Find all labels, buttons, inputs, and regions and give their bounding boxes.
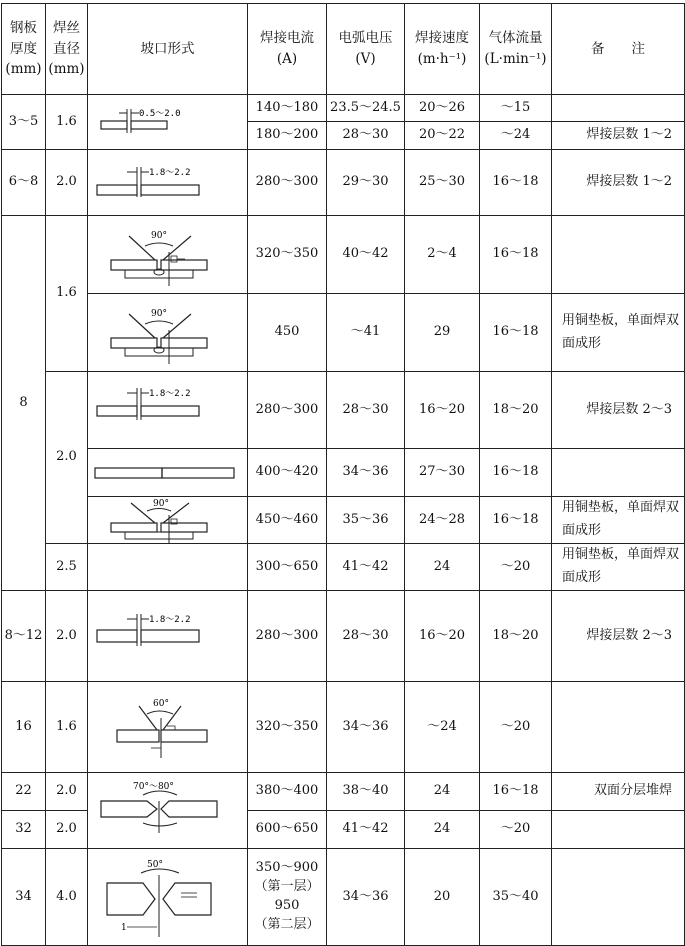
cell-speed: 25～30 bbox=[405, 150, 480, 216]
angle-label: 90° bbox=[150, 308, 167, 319]
table-row bbox=[2, 216, 685, 294]
cell-current: 450 bbox=[248, 294, 327, 372]
header-speed: 焊接速度 (m·h⁻¹) bbox=[405, 4, 480, 95]
cell-groove bbox=[88, 150, 248, 216]
cell-gas: ～20 bbox=[480, 544, 552, 591]
cell-groove bbox=[88, 591, 248, 682]
cell-note: 焊接层数 2～3 bbox=[552, 372, 685, 449]
cell-wire: 2.0 bbox=[46, 372, 88, 544]
cell-voltage: 28～30 bbox=[327, 591, 405, 682]
cell-gas: 16～18 bbox=[480, 150, 552, 216]
cell-current: 350～900 （第一层） 950 （第二层） bbox=[248, 849, 327, 946]
cell-current: 280～300 bbox=[248, 372, 327, 449]
x-groove-diagram bbox=[89, 777, 247, 845]
gap-label: 1.8～2.2 bbox=[148, 389, 191, 399]
cell-groove bbox=[88, 372, 248, 449]
cell-thickness: 8 bbox=[2, 216, 46, 591]
cell-note bbox=[552, 849, 685, 946]
cell-thickness: 16 bbox=[2, 682, 46, 773]
double-v-groove-diagram bbox=[89, 853, 247, 941]
root-face-label: 1 bbox=[120, 923, 127, 933]
cell-note: 双面分层堆焊 bbox=[552, 773, 685, 811]
cell-voltage: 23.5～24.5 bbox=[327, 95, 405, 122]
cell-note bbox=[552, 449, 685, 497]
table-row bbox=[2, 682, 685, 773]
cell-voltage: 40～42 bbox=[327, 216, 405, 294]
cell-speed: 20 bbox=[405, 849, 480, 946]
cell-groove-empty bbox=[88, 544, 248, 591]
cell-current: 450～460 bbox=[248, 497, 327, 544]
cell-voltage: 38～40 bbox=[327, 773, 405, 811]
cell-voltage: 28～30 bbox=[327, 372, 405, 449]
cell-current: 140～180 bbox=[248, 95, 327, 122]
cell-groove bbox=[88, 849, 248, 946]
welding-parameter-table bbox=[1, 3, 685, 946]
header-gas-flow: 气体流量 (L·min⁻¹) bbox=[480, 4, 552, 95]
cell-note: 焊接层数 1～2 bbox=[552, 122, 685, 150]
cell-current: 380～400 bbox=[248, 773, 327, 811]
cell-groove bbox=[88, 682, 248, 773]
cell-gas: ～24 bbox=[480, 122, 552, 150]
cell-groove bbox=[88, 449, 248, 497]
cell-gas: ～20 bbox=[480, 682, 552, 773]
angle-label: 50° bbox=[146, 860, 163, 870]
cell-wire: 2.0 bbox=[46, 773, 88, 811]
cell-voltage: 41～42 bbox=[327, 544, 405, 591]
cell-note bbox=[552, 216, 685, 294]
cell-thickness: 3～5 bbox=[2, 95, 46, 150]
cell-wire: 2.0 bbox=[46, 591, 88, 682]
cell-current: 280～300 bbox=[248, 591, 327, 682]
cell-current: 180～200 bbox=[248, 122, 327, 150]
cell-wire: 1.6 bbox=[46, 216, 88, 372]
cell-thickness: 8～12 bbox=[2, 591, 46, 682]
cell-wire: 1.6 bbox=[46, 682, 88, 773]
cell-speed: 16～20 bbox=[405, 372, 480, 449]
cell-voltage: 41～42 bbox=[327, 811, 405, 849]
header-row bbox=[2, 4, 685, 95]
v-groove-diagram bbox=[89, 497, 247, 543]
cell-wire: 2.5 bbox=[46, 544, 88, 591]
v-groove-60-diagram bbox=[89, 692, 247, 762]
cell-gas: 16～18 bbox=[480, 294, 552, 372]
cell-gas: 16～18 bbox=[480, 773, 552, 811]
cell-note: 焊接层数 1～2 bbox=[552, 150, 685, 216]
cell-gas: ～15 bbox=[480, 95, 552, 122]
angle-label: 70°～80° bbox=[132, 781, 174, 792]
cell-groove bbox=[88, 294, 248, 372]
cell-thickness: 32 bbox=[2, 811, 46, 849]
cell-note: 用铜垫板，单面焊双面成形 bbox=[552, 544, 685, 591]
header-note: 备 注 bbox=[552, 4, 685, 95]
cell-current: 600～650 bbox=[248, 811, 327, 849]
i-groove-diagram bbox=[89, 157, 247, 209]
table-row bbox=[2, 95, 685, 122]
cell-speed: 2～4 bbox=[405, 216, 480, 294]
cell-gas: 16～18 bbox=[480, 449, 552, 497]
table-row bbox=[2, 497, 685, 544]
cell-speed: 24 bbox=[405, 773, 480, 811]
cell-gas: 18～20 bbox=[480, 372, 552, 449]
i-groove-diagram bbox=[89, 97, 247, 147]
header-thickness: 钢板 厚度 (mm) bbox=[2, 4, 46, 95]
cell-wire: 1.6 bbox=[46, 95, 88, 150]
table-row bbox=[2, 150, 685, 216]
cell-groove bbox=[88, 216, 248, 294]
cell-note: 用铜垫板，单面焊双面成形 bbox=[552, 497, 685, 544]
gap-label: 1.8～2.2 bbox=[148, 615, 191, 625]
cell-voltage: 34～36 bbox=[327, 682, 405, 773]
cell-wire: 2.0 bbox=[46, 150, 88, 216]
cell-voltage: 34～36 bbox=[327, 449, 405, 497]
gap-label: 0.5～2.0 bbox=[138, 109, 181, 119]
gap-label: 1.8～2.2 bbox=[148, 167, 191, 178]
cell-gas: 18～20 bbox=[480, 591, 552, 682]
header-current: 焊接电流 (A) bbox=[248, 4, 327, 95]
header-wire-diameter: 焊丝 直径 (mm) bbox=[46, 4, 88, 95]
cell-thickness: 34 bbox=[2, 849, 46, 946]
cell-voltage: 34～36 bbox=[327, 849, 405, 946]
header-groove: 坡口形式 bbox=[88, 4, 248, 95]
angle-label: 90° bbox=[150, 230, 167, 241]
cell-current: 400～420 bbox=[248, 449, 327, 497]
cell-voltage: 29～30 bbox=[327, 150, 405, 216]
table-row bbox=[2, 372, 685, 449]
table-row bbox=[2, 449, 685, 497]
cell-speed: 24～28 bbox=[405, 497, 480, 544]
table-row bbox=[2, 849, 685, 946]
header-voltage: 电弧电压 (V) bbox=[327, 4, 405, 95]
cell-thickness: 22 bbox=[2, 773, 46, 811]
cell-note bbox=[552, 95, 685, 122]
cell-current: 280～300 bbox=[248, 150, 327, 216]
cell-gas: 16～18 bbox=[480, 497, 552, 544]
cell-note bbox=[552, 682, 685, 773]
cell-speed: 27～30 bbox=[405, 449, 480, 497]
cell-groove bbox=[88, 773, 248, 849]
i-groove-diagram bbox=[89, 384, 247, 436]
square-butt-diagram bbox=[89, 458, 247, 488]
cell-wire: 2.0 bbox=[46, 811, 88, 849]
cell-speed: 24 bbox=[405, 811, 480, 849]
angle-label: 90° bbox=[152, 499, 169, 509]
cell-voltage: ～41 bbox=[327, 294, 405, 372]
table-row bbox=[2, 591, 685, 682]
table-row bbox=[2, 294, 685, 372]
cell-current: 320～350 bbox=[248, 682, 327, 773]
cell-current: 300～650 bbox=[248, 544, 327, 591]
cell-note: 用铜垫板，单面焊双面成形 bbox=[552, 294, 685, 372]
v-groove-diagram bbox=[89, 300, 247, 366]
cell-note: 焊接层数 2～3 bbox=[552, 591, 685, 682]
cell-groove bbox=[88, 95, 248, 150]
cell-gas: 35～40 bbox=[480, 849, 552, 946]
table-row bbox=[2, 544, 685, 591]
v-groove-diagram bbox=[89, 222, 247, 288]
cell-voltage: 35～36 bbox=[327, 497, 405, 544]
i-groove-diagram bbox=[89, 610, 247, 662]
cell-speed: ～24 bbox=[405, 682, 480, 773]
cell-speed: 16～20 bbox=[405, 591, 480, 682]
cell-speed: 20～26 bbox=[405, 95, 480, 122]
cell-thickness: 6～8 bbox=[2, 150, 46, 216]
cell-wire: 4.0 bbox=[46, 849, 88, 946]
table-row bbox=[2, 773, 685, 811]
angle-label: 60° bbox=[152, 699, 169, 709]
cell-gas: ～20 bbox=[480, 811, 552, 849]
cell-note bbox=[552, 811, 685, 849]
cell-gas: 16～18 bbox=[480, 216, 552, 294]
cell-speed: 24 bbox=[405, 544, 480, 591]
cell-groove bbox=[88, 497, 248, 544]
cell-speed: 29 bbox=[405, 294, 480, 372]
cell-current: 320～350 bbox=[248, 216, 327, 294]
cell-speed: 20～22 bbox=[405, 122, 480, 150]
cell-voltage: 28～30 bbox=[327, 122, 405, 150]
